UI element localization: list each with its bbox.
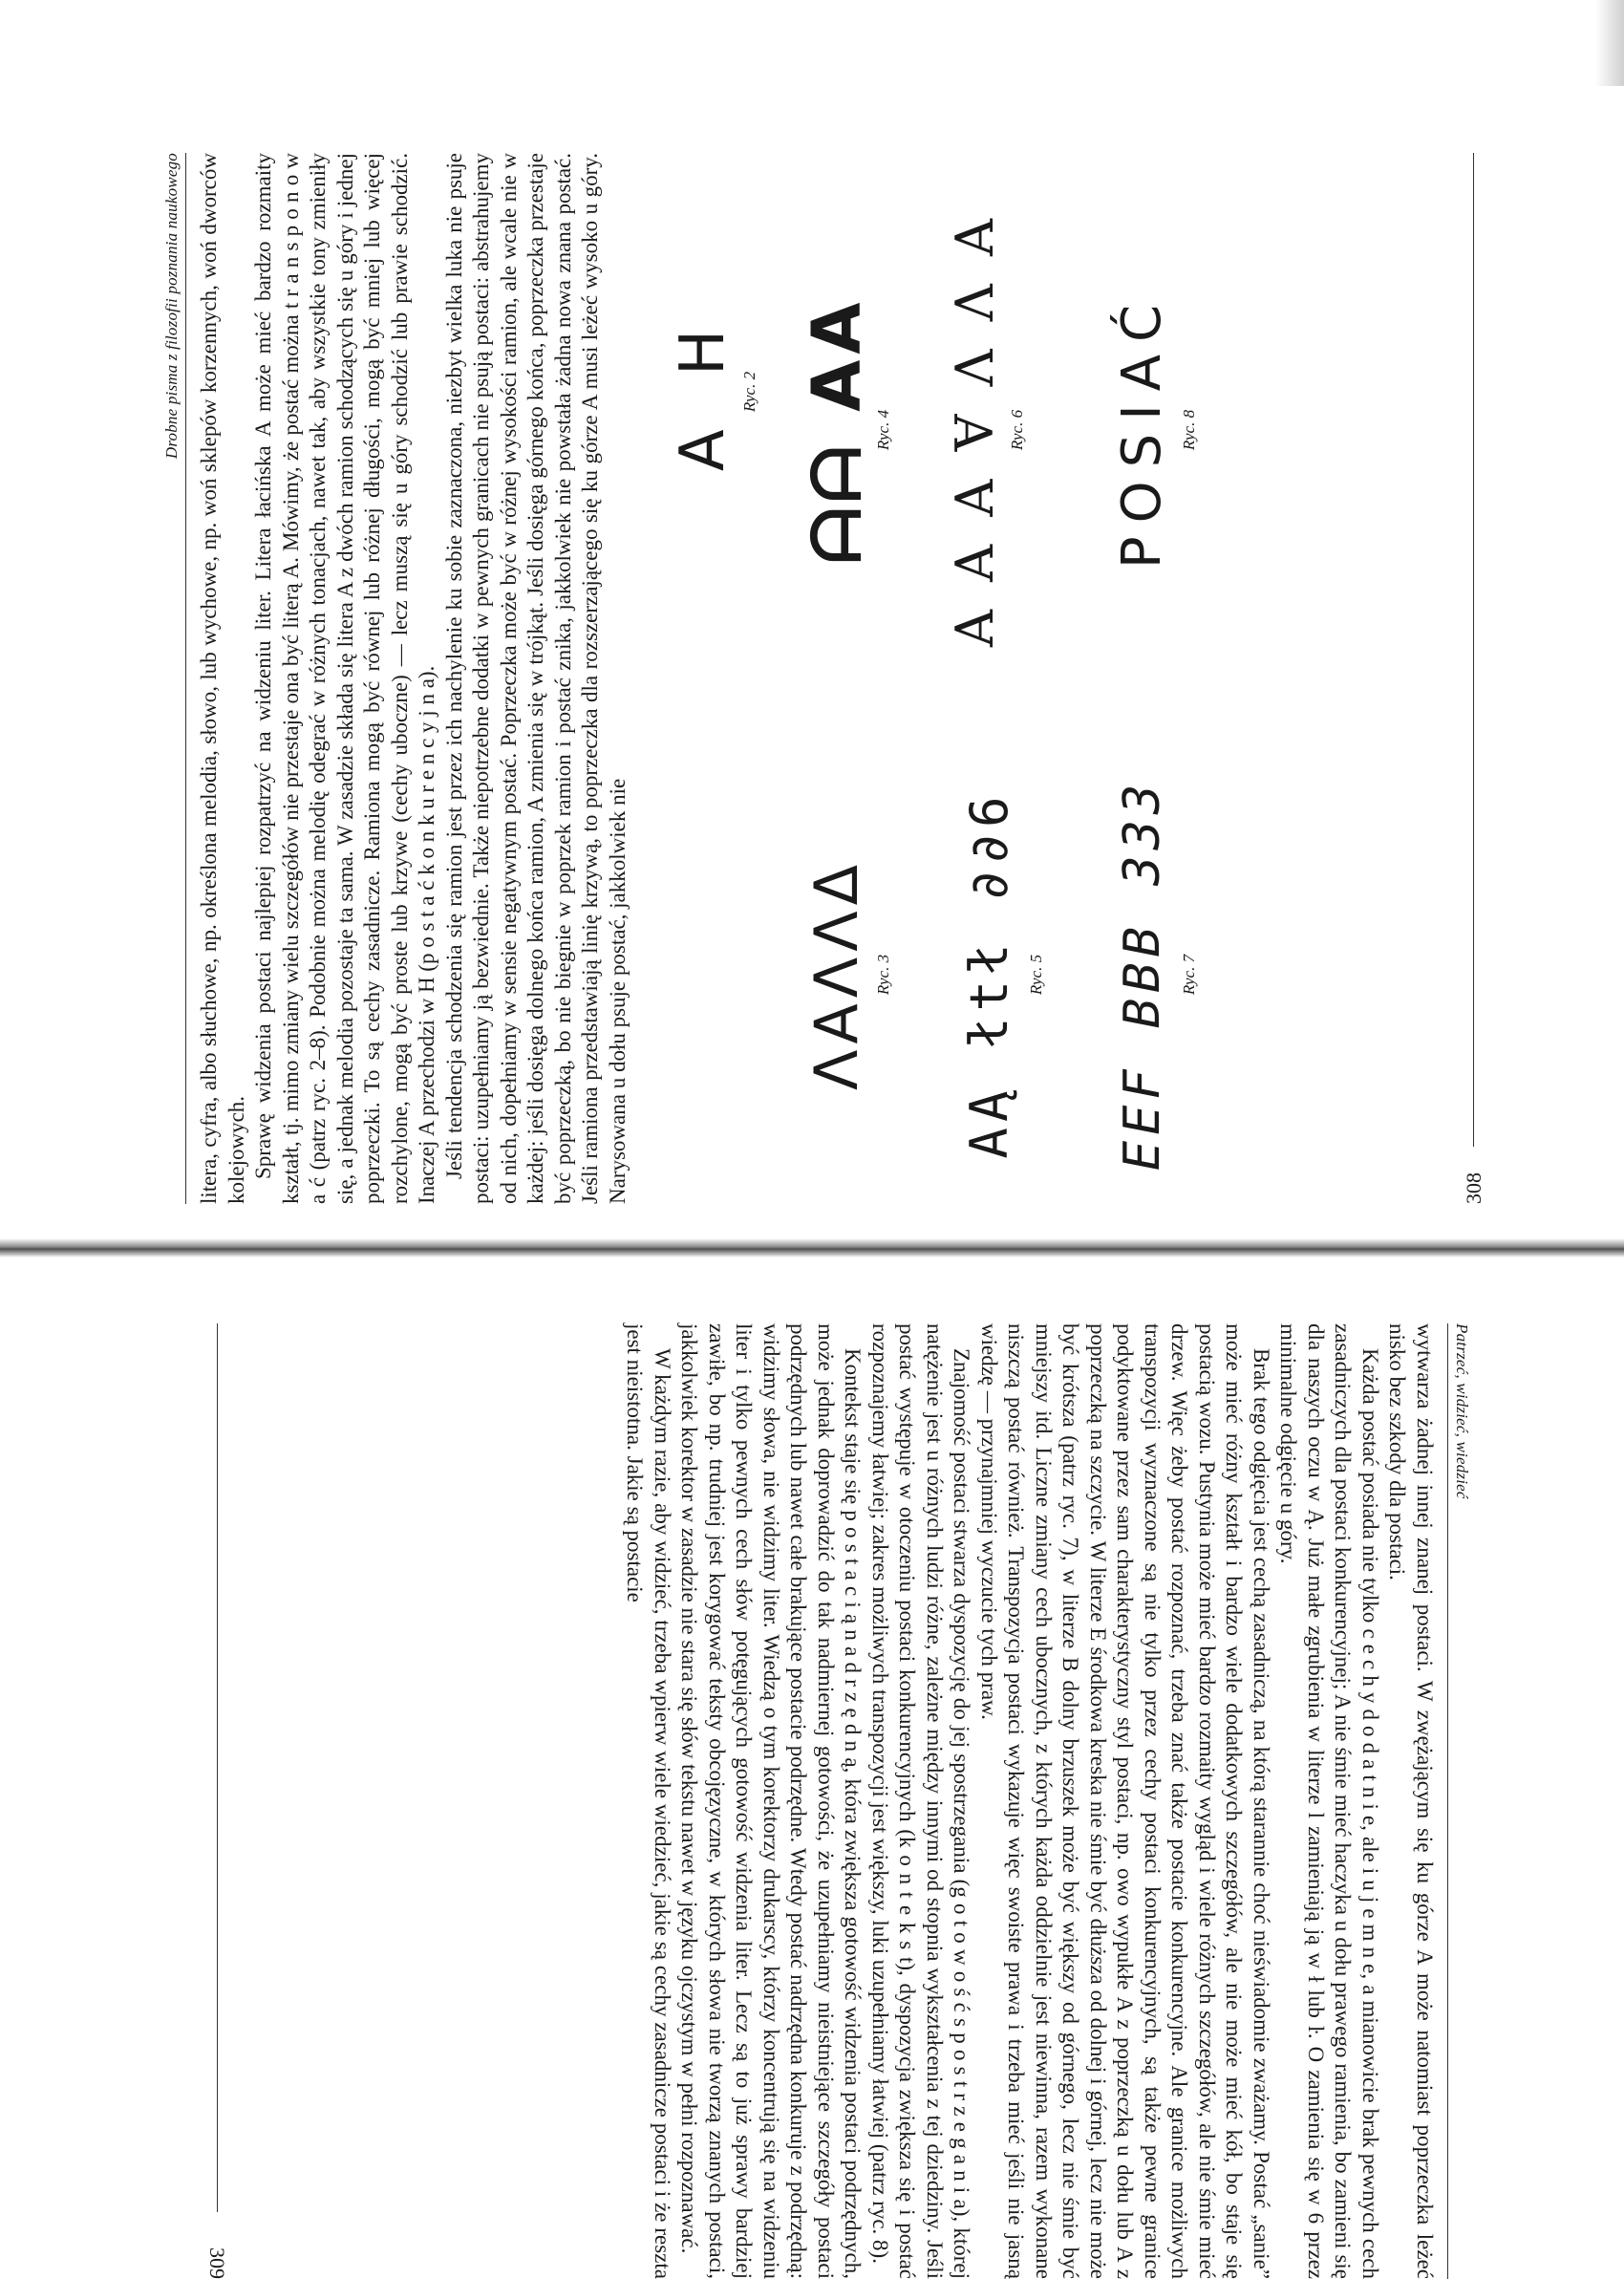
figure-caption: Ryc. 4: [874, 409, 892, 451]
figure-glyphs: AĄ łtł ∂∂6: [959, 790, 1019, 1159]
paragraph: Znajomość postaci stwarza dyspozycję do jej spostrzegania (g o t o w o ś ć s p o s t r z e g a n i a), której natężenie jest u różnych ludzi różne, zależne między innymi od stopnia wykształcenia z tej dziedziny. Jeśli postać występuje w otoczeniu postaci konkurencyjnych (k o n t e k s t), dyspozycja zwiększa się i postać rozpoznajemy łatwiej; zakres możliwych transpozycji jest większy, luki uzupełniamy łatwiej (patrz ryc. 8).: [868, 1323, 974, 2279]
page-308-body: [196, 153, 631, 1204]
scan-corner-shadow: [1595, 0, 1624, 86]
figure-5: [956, 745, 1046, 1204]
figure-glyphs: ΛΑΛΛΔ: [801, 858, 871, 1091]
running-head: Patrzeć, widzieć, wiedzieć: [1447, 1323, 1471, 2279]
figure-glyphs: EEF BBB 333: [1114, 778, 1171, 1172]
footer-rule: [217, 1323, 218, 2212]
figure-caption: Ryc. 2: [740, 371, 759, 413]
page-308: [162, 153, 1490, 1204]
figure-caption: Ryc. 3: [874, 954, 892, 996]
paragraph: Jeśli tendencja schodzenia się ramion jest przez ich nachylenie ku sobie zaznaczona, niezbyt wielka luka nie psuje postaci: uzupełniamy ją bezwiednie. Także niepotrzebne dodatki w pewnych granicach nie psują postaci: abstrahujemy od nich, dopełniamy w sensie negatywnym postać. Poprzeczka może być w różnej wysokości ramion, ale wcale nie w każdej: jeśli dosięga dolnego końca ramion, A zmienia się w trójkąt. Jeśli dosięga górnego końca, poprzeczka przestaje być poprzeczką, bo nie biegnie w poprzek ramion i postać znika, jakkolwiek nie powstała żadna nowa znana postać. Jeśli ramiona przedstawiają linię krzywą, to poprzeczka dla rozszerzającego się ku górze A musi leżeć wysoko u góry. Narysowana u dołu psuje postać, jakkolwiek nie: [441, 153, 630, 1204]
figure-caption: Ryc. 6: [1008, 409, 1026, 451]
figure-3: [803, 745, 893, 1204]
paragraph: W każdym razie, aby widzieć, trzeba wpierw wiele wiedzieć, jakie są cechy zasadnicze postaci i że reszta jest nieistotna. Jakie są postacie: [623, 1323, 674, 2279]
figure-caption: Ryc. 5: [1027, 954, 1045, 996]
running-head: Drobne pisma z filozofii poznania naukowego: [162, 153, 186, 1204]
paragraph: Każda postać posiada nie tylko c e c h y d o d a t n i e, ale i u j e m n e, a mianowicie brak pewnych cech zasadniczych dla postaci konkurencyjnej; A nie śmie mieć haczyka u dołu prawego ramienia, bo zamieni się dla naszych oczu w Ą. Już małe zgrubienia w literze l zamieniają ją w ł lub ŀ. O zamienia się w 6 przez minimalne odgięcie u góry.: [1276, 1323, 1382, 2279]
page-309: [201, 1323, 1471, 2279]
figure-8: [1109, 172, 1199, 688]
figure-caption: Ryc. 8: [1180, 409, 1198, 451]
paragraph: Sprawę widzenia postaci najlepiej rozpatrzyć na widzeniu liter. Litera łacińska A może mieć bardzo rozmaity kształt, tj. mimo zmiany wielu szczegółów nie przestaje ona być literą A. Mówimy, że postać można t r a n s p o n o w a ć (patrz ryc. 2–8). Podobnie można melodię odegrać w różnych tonacjach, nawet tak, aby wszystkie tony zmieniły się, a jednak melodia pozostaje ta sama. W zasadzie składa się litera A z dwóch ramion schodzących się u góry i jednej poprzeczki. To są cechy zasadnicze. Ramiona mogą być równej lub różnej długości, mogą być mniej lub więcej rozchylone, mogą być proste lub krzywe (cechy uboczne) — lecz muszą się u góry schodzić lub prawie schodzić. Inaczej A przechodzi w H (p o s t a ć k o n k u r e n c y j n a).: [251, 153, 438, 1204]
figure-glyphs: ᗩᗩ AA: [798, 296, 876, 564]
book-gutter: [0, 1238, 1624, 1258]
figure-caption: Ryc. 7: [1180, 954, 1198, 996]
footer-rule: [1473, 153, 1474, 1147]
figure-glyphs: POSIAĆ: [1111, 290, 1173, 570]
page-309-body: [621, 1323, 1438, 2279]
figure-glyphs: A H: [668, 312, 738, 472]
page-number: 308: [1462, 1172, 1485, 1204]
figure-4: [798, 172, 893, 688]
figure-glyphs: A A A Ɐ Λ Λ A: [945, 213, 1005, 647]
paragraph: litera, cyfra, albo słuchowe, np. określona melodia, słowo, lub wychowe, np. woń sklepów korzennych, woń dworców kolejowych.: [197, 153, 248, 1204]
figure-7: [1109, 745, 1199, 1204]
figures: [670, 153, 1243, 1204]
page-number: 309: [205, 2247, 229, 2279]
paragraph: Kontekst staje się p o s t a c i ą n a d r z ę d n ą, która zwiększa gotowość widzenia postaci podrzędnych, może jednak doprowadzić do tak nadmiernej gotowości, że uzupełniamy nieistniejące szczegóły postaci podrzędnych lub nawet całe brakujące postacie podrzędne. Wtedy postać nadrzędna konkuruje z podrzędną: widzimy słowa, nie widzimy liter. Wiedzą o tym korektorzy drukarscy, którzy koncentrują się na widzeniu liter i tylko pewnych cech słów potęgujących gotowość widzenia liter. Lecz są to już sprawy bardziej zawiłe, bo np. trudniej jest korygować teksty obcojęzyczne, w których słowa nie tworzą znanych postaci, jakkolwiek korektor w zasadzie nie stara się słów tekstu nawet w języku ojczystym w pełni rozpoznawać.: [677, 1323, 865, 2279]
figure-2: [670, 248, 759, 535]
paragraph: Brak tego odgięcia jest cechą zasadniczą, na którą starannie choć nieświadomie zważamy. Postać „sanie” może mieć różny kształt i bardzo wiele dodatkowych szczegółów, ale nie może mieć kół, bo staje się postacią wozu. Pustynia może mieć bardzo rozmaity wygląd i wiele różnych szczegółów, ale nie śmie mieć drzew. Więc żeby postać rozpoznać, trzeba znać także postacie konkurencyjne. Ale granice możliwych transpozycji wyznaczone są nie tylko przez cechy postaci konkurencyjnych, są także pewne granice podyktowane przez sam charakterystyczny styl postaci, np. owo wypukłe A z poprzeczką u dołu lub A z poprzeczką na szczycie. W literze E środkowa kreska nie śmie być dłuższa od dolnej i górnej, lecz nie może być krótsza (patrz ryc. 7), w literze B dolny brzuszek może być większy od górnego, lecz nie śmie być mniejszy itd. Liczne zmiany cech ubocznych, z których każda oddzielnie jest niewinna, razem wykonane niszczą postać również. Transpozycja postaci wykazuje więc swoiste prawa i trzeba mieć jeśli nie jasną wiedzę — przynajmniej wyczucie tych praw.: [977, 1323, 1273, 2279]
paragraph: wytwarza żadnej innej znanej postaci. W zwężającym się ku górze A może natomiast poprzeczka leżeć nisko bez szkody dla postaci.: [1385, 1323, 1437, 2279]
figure-6: [947, 172, 1027, 688]
